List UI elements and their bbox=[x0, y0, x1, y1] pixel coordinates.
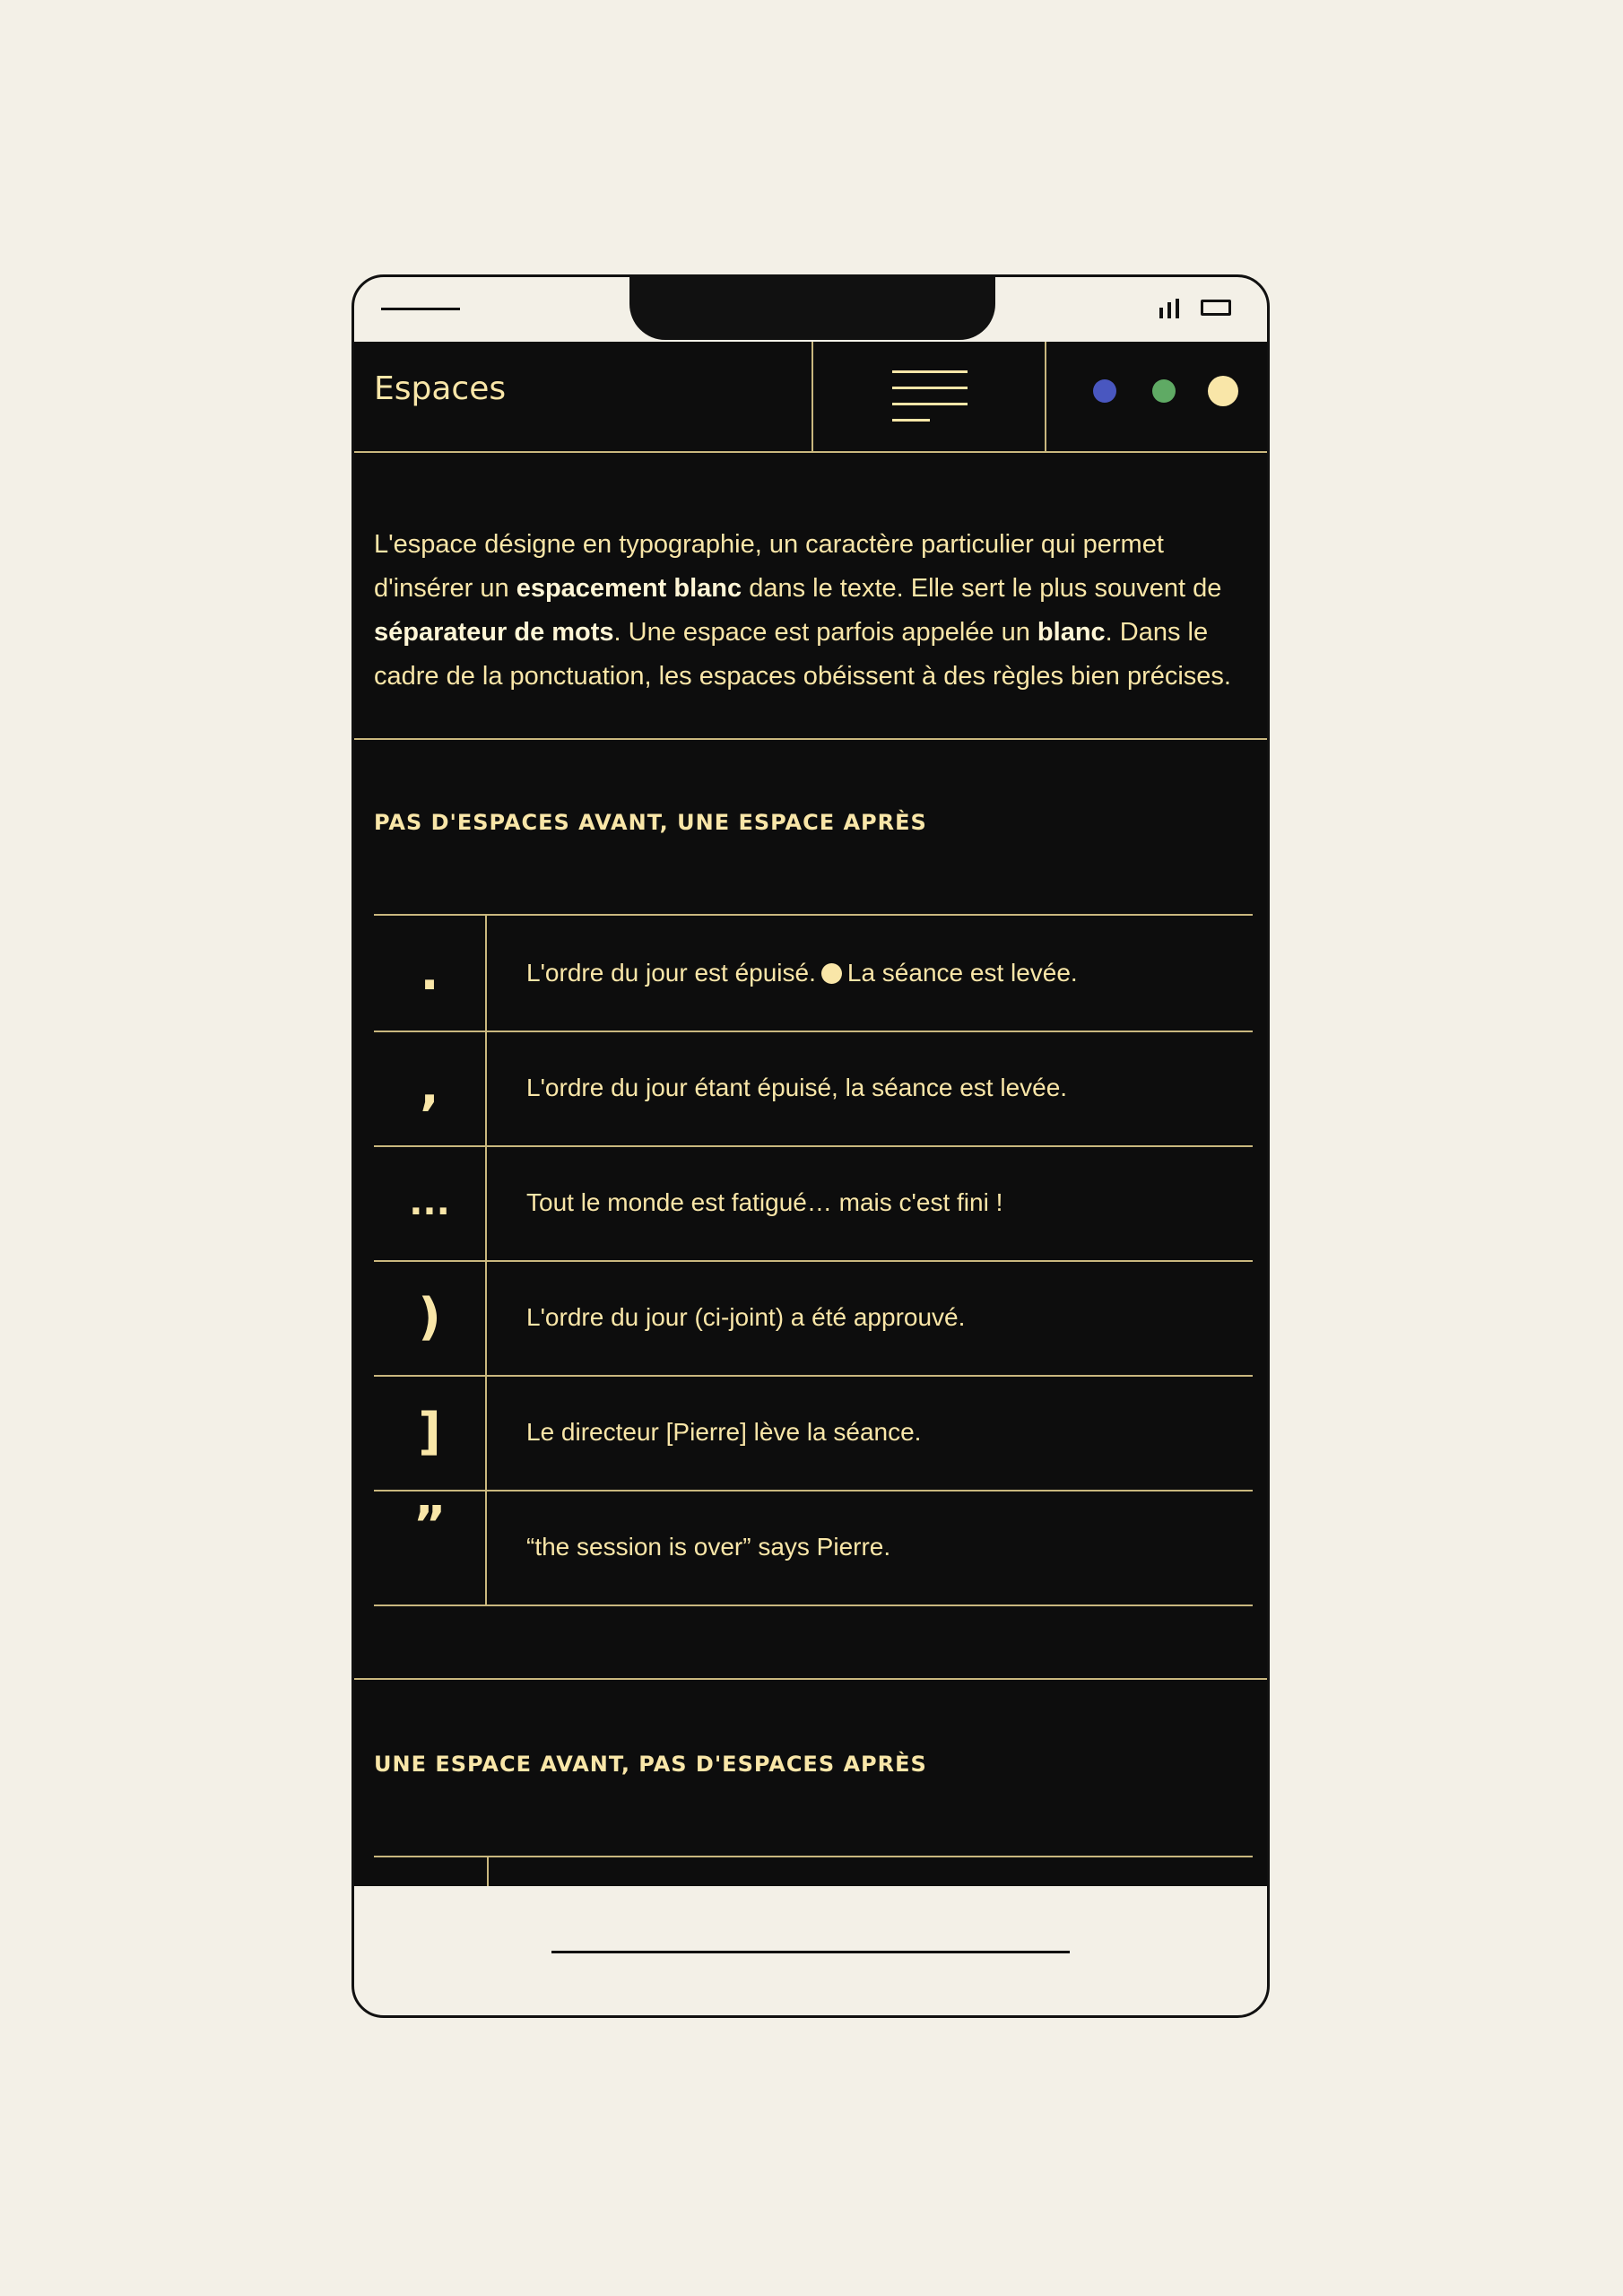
hamburger-menu-line bbox=[892, 419, 930, 422]
status-bar bbox=[354, 277, 1267, 342]
table-column-divider bbox=[487, 1857, 489, 1886]
hamburger-menu-icon bbox=[892, 370, 968, 373]
rule-example: Tout le monde est fatigué… mais c'est fini ! bbox=[526, 1188, 1003, 1216]
table-row bbox=[374, 1145, 1253, 1262]
battery-icon bbox=[1201, 300, 1231, 316]
table-row bbox=[374, 1031, 1253, 1147]
rule-symbol: . bbox=[374, 916, 487, 1031]
hamburger-menu-line bbox=[892, 387, 968, 389]
rule-symbol: ] bbox=[374, 1375, 487, 1490]
intro-bold: blanc bbox=[1037, 618, 1106, 647]
rule-example: Le directeur [Pierre] lève la séance. bbox=[526, 1418, 922, 1446]
signal-icon bbox=[1159, 299, 1186, 318]
color-dot-green[interactable] bbox=[1152, 379, 1176, 403]
rule-symbol: ) bbox=[374, 1260, 487, 1375]
intro-bold: espacement blanc bbox=[516, 574, 742, 603]
intro-text: L'espace désigne en typographie, un caractère particulier qui permet d'insérer un bbox=[374, 530, 1164, 603]
example-text: L'ordre du jour est épuisé. bbox=[526, 959, 816, 987]
notch bbox=[629, 277, 995, 340]
hamburger-menu-line bbox=[892, 403, 968, 405]
section-heading: UNE ESPACE AVANT, PAS D'ESPACES APRÈS bbox=[374, 1752, 927, 1777]
section-divider bbox=[354, 1678, 1267, 1680]
header-divider bbox=[1045, 342, 1046, 451]
app-screen bbox=[354, 342, 1267, 1886]
intro-text: . Dans le cadre de la ponctuation, les espaces obéissent à des règles bien précises. bbox=[374, 618, 1231, 691]
rule-example: “the session is over” says Pierre. bbox=[526, 1533, 891, 1561]
example-text: La séance est levée. bbox=[846, 959, 1078, 987]
table-row bbox=[374, 1375, 1253, 1492]
rule-symbol: ... bbox=[374, 1145, 487, 1260]
phone-frame bbox=[352, 274, 1270, 2018]
table-row bbox=[374, 1260, 1253, 1377]
color-dot-yellow[interactable] bbox=[1208, 376, 1238, 406]
rule-example: L'ordre du jour (ci-joint) a été approuvé. bbox=[526, 1303, 966, 1331]
app-header bbox=[354, 342, 1267, 453]
rule-symbol: ” bbox=[374, 1490, 487, 1605]
status-line bbox=[381, 308, 460, 310]
rule-example: L'ordre du jour étant épuisé, la séance est levée. bbox=[526, 1074, 1068, 1101]
section-heading: PAS D'ESPACES AVANT, UNE ESPACE APRÈS bbox=[374, 810, 927, 835]
home-indicator[interactable] bbox=[551, 1951, 1070, 1953]
menu-button[interactable] bbox=[813, 342, 1045, 451]
table-row bbox=[374, 916, 1253, 1032]
rule-symbol: , bbox=[374, 1031, 487, 1145]
section-divider bbox=[354, 738, 1267, 740]
intro-text: dans le texte. Elle sert le plus souvent de bbox=[742, 574, 1222, 603]
table-top-line bbox=[374, 1856, 1253, 1857]
color-dot-blue[interactable] bbox=[1093, 379, 1116, 403]
intro-text: . Une espace est parfois appelée un bbox=[613, 618, 1037, 647]
intro-paragraph bbox=[374, 523, 1253, 699]
app-title: Espaces bbox=[374, 370, 507, 407]
rule-example bbox=[526, 916, 1078, 1031]
space-marker-icon bbox=[821, 963, 842, 984]
intro-bold: séparateur de mots bbox=[374, 618, 614, 647]
table-row bbox=[374, 1490, 1253, 1606]
